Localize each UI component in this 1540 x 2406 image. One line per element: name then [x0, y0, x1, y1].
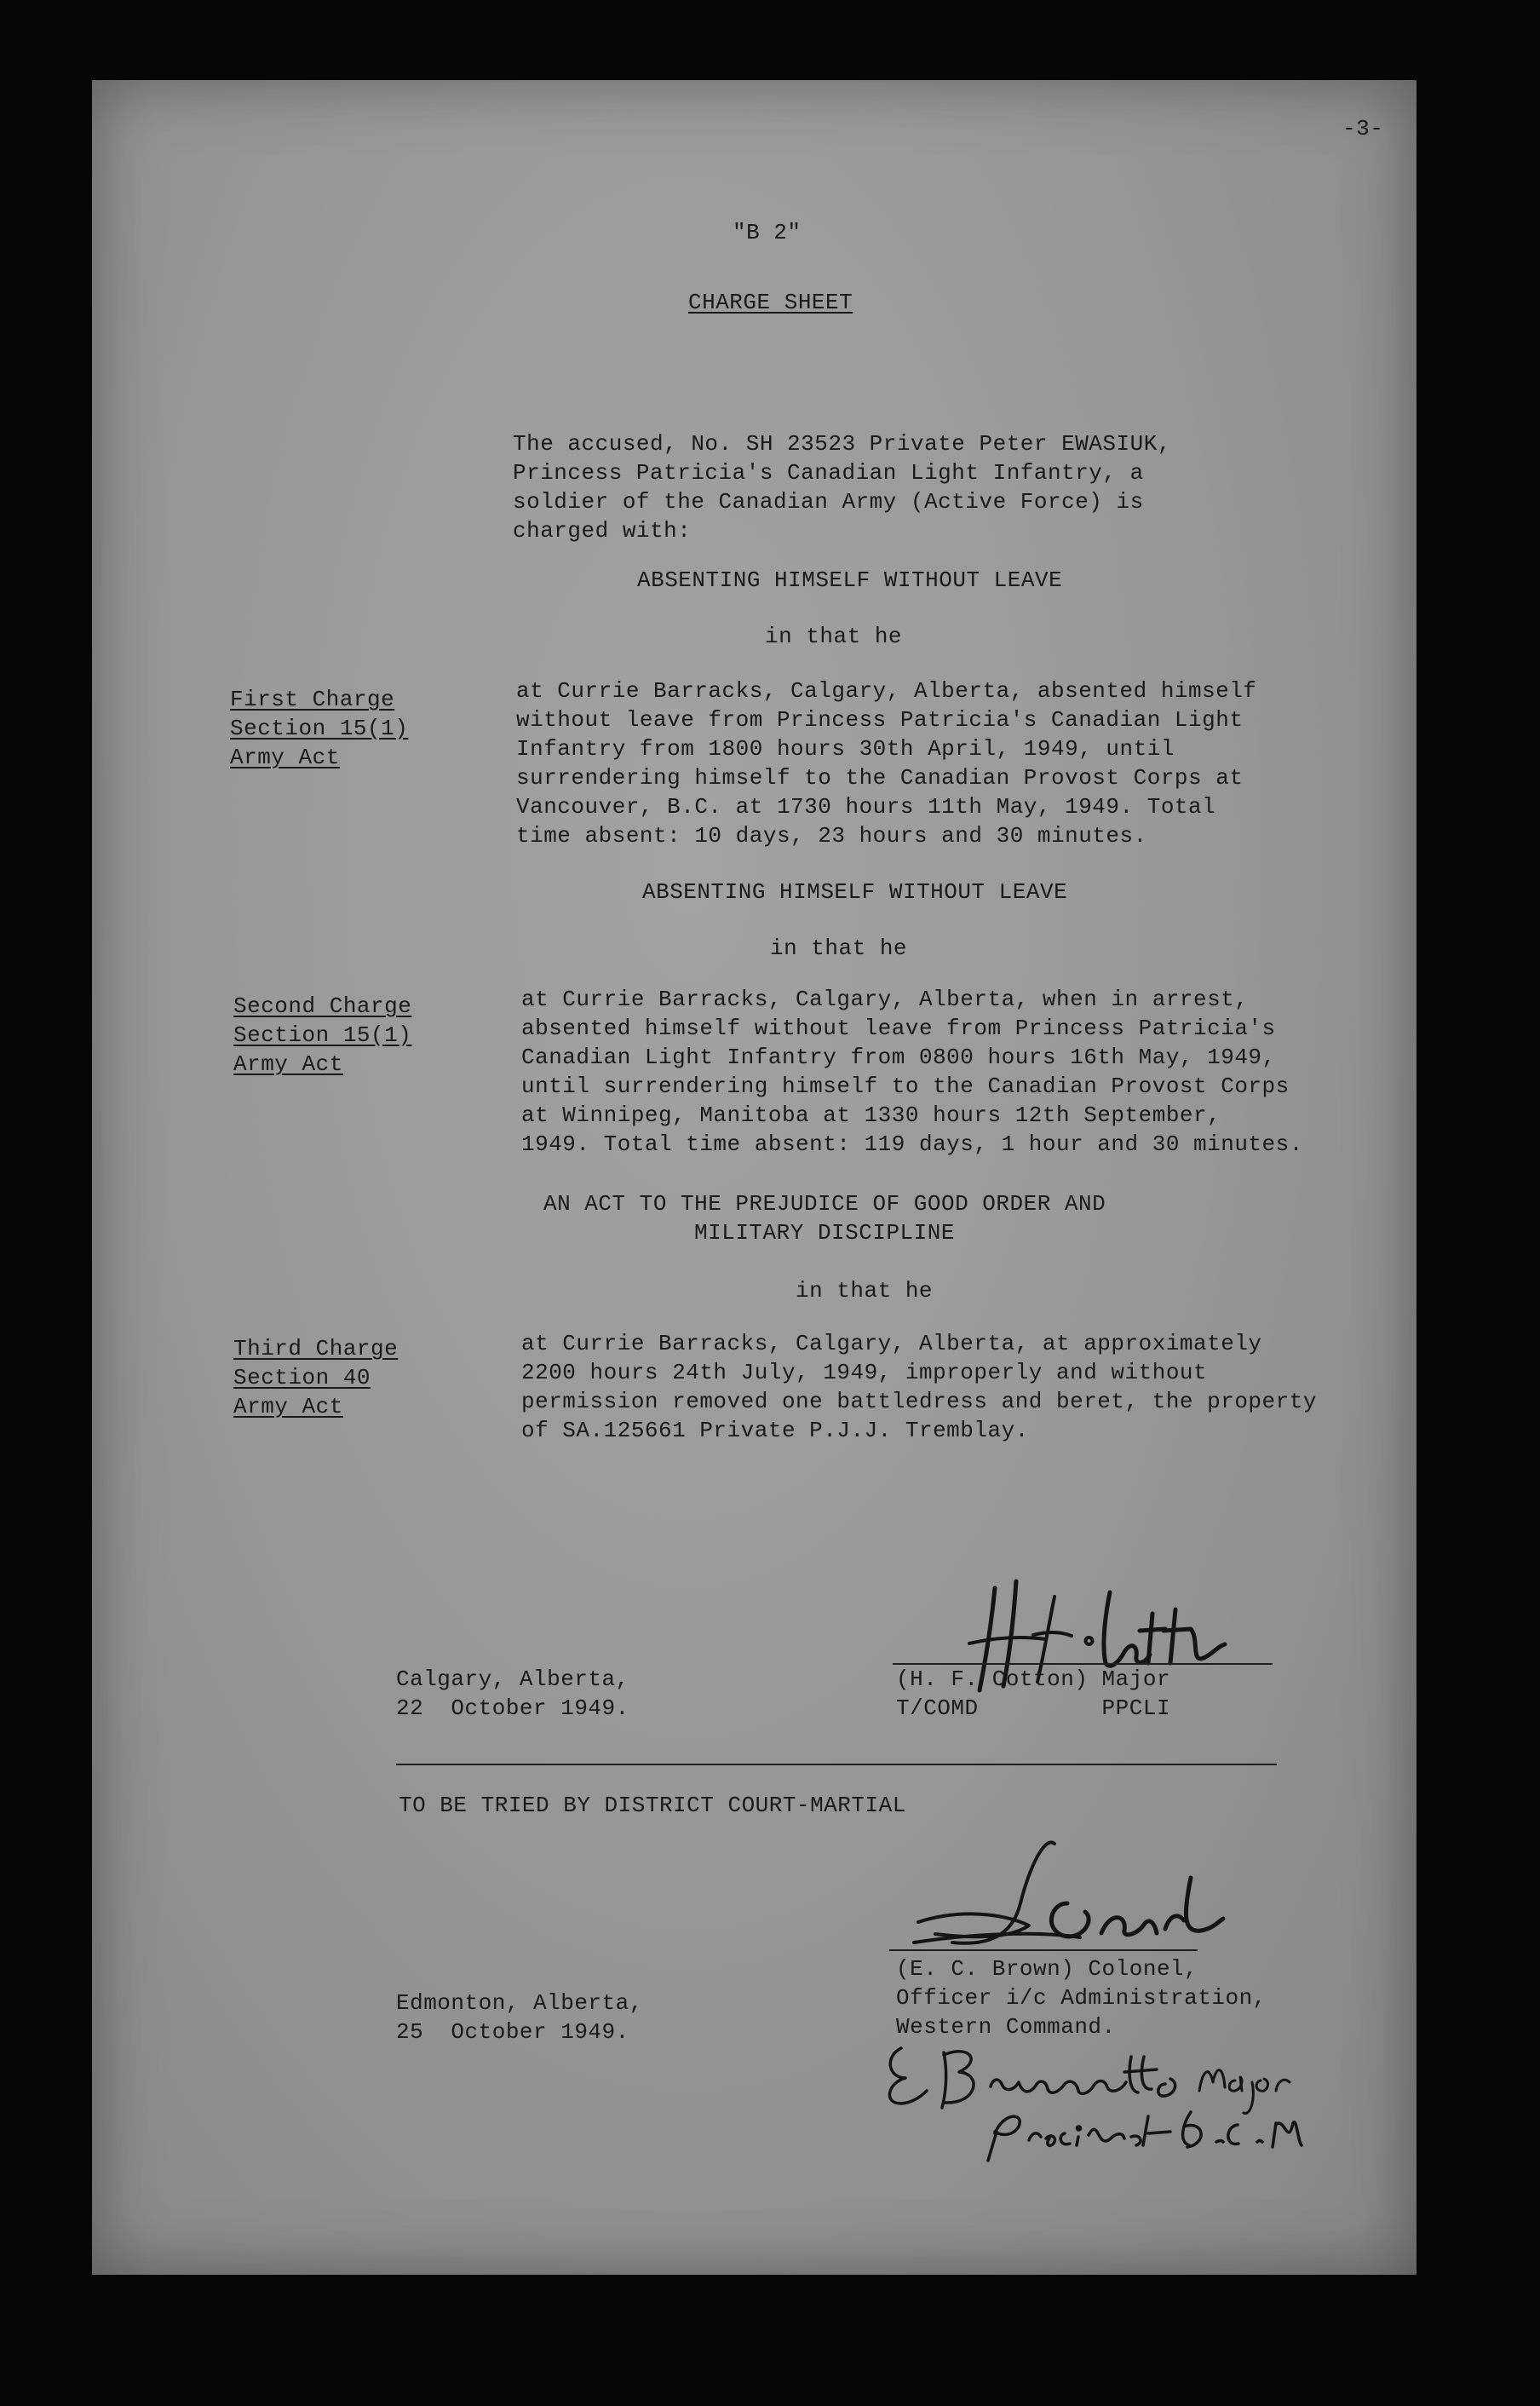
in-that-line: in that he — [765, 624, 903, 649]
signing-date: 22 October 1949. — [396, 1695, 629, 1721]
charge-label: Third Charge Section 40 Army Act — [233, 1336, 399, 1419]
page-title: CHARGE SHEET — [688, 290, 853, 315]
signing-date: 25 October 1949. — [396, 2019, 629, 2045]
signatory-name: (H. F. Cotton) Major — [896, 1666, 1171, 1692]
signing-place: Edmonton, Alberta, — [396, 1990, 643, 2016]
preamble-line: charged with: — [513, 518, 692, 544]
offence-heading: AN ACT TO THE PREJUDICE OF GOOD ORDER AND MILITARY DISCIPLINE — [543, 1191, 1106, 1246]
signatory-title: Officer i/c Administration, — [896, 1985, 1267, 2011]
trial-order: TO BE TRIED BY DISTRICT COURT-MARTIAL — [399, 1793, 906, 1818]
document-page — [92, 80, 1416, 2275]
in-that-line: in that he — [770, 935, 908, 961]
section-divider — [396, 1764, 1277, 1765]
preamble-line: The accused, No. SH 23523 Private Peter EWASIUK, — [513, 431, 1171, 457]
signing-place-date — [396, 1989, 643, 2046]
preamble-line: Princess Patricia's Canadian Light Infantry, a — [513, 460, 1144, 486]
president-handwritten-note — [876, 2031, 1336, 2167]
signatory-block — [896, 1954, 1267, 2041]
signature-line — [889, 1949, 1198, 1951]
page-number: -3- — [1342, 116, 1384, 141]
charge-particulars: at Currie Barracks, Calgary, Alberta, when in arrest, absented himself without leave from Princess Patricia's Canadian Light Infantry from 0800 hours 16th May, 1949, until surrendering himself to the Canadian Provost Corps at Winnipeg, Manitoba at 1330 hours 12th September, 1949. Total time absent: 119 days, 1 hour and 30 minutes. — [521, 987, 1303, 1157]
form-code: "B 2" — [733, 220, 802, 245]
signing-place: Calgary, Alberta, — [396, 1666, 629, 1692]
signatory-title: T/COMD PPCLI — [896, 1695, 1171, 1721]
charge-particulars: at Currie Barracks, Calgary, Alberta, absented himself without leave from Princess Patricia's Canadian Light Infantry from 1800 hours 30th April, 1949, until surrendering himself to the Canadian Provost Corps at Vancouver, B.C. at 1730 hours 11th May, 1949. Total time absent: 10 days, 23 hours and 30 minutes. — [516, 678, 1257, 849]
offence-heading: ABSENTING HIMSELF WITHOUT LEAVE — [637, 567, 1063, 593]
signatory-name: (E. C. Brown) Colonel, — [896, 1956, 1198, 1982]
signatory-command: Western Command. — [896, 2014, 1116, 2040]
signing-place-date — [396, 1665, 629, 1723]
preamble-line: soldier of the Canadian Army (Active Force) is — [513, 489, 1144, 515]
signatory-block — [896, 1665, 1170, 1723]
preamble — [513, 429, 1171, 545]
charge-particulars: at Currie Barracks, Calgary, Alberta, at approximately 2200 hours 24th July, 1949, improperly and without permission removed one battledress and beret, the property of SA.125661 Private P.J.J. Tremblay. — [521, 1331, 1317, 1443]
in-that-line: in that he — [796, 1278, 934, 1304]
offence-heading: ABSENTING HIMSELF WITHOUT LEAVE — [642, 879, 1068, 905]
charge-label: First Charge Section 15(1) Army Act — [230, 687, 409, 770]
charge-label: Second Charge Section 15(1) Army Act — [233, 993, 412, 1077]
brown-signature — [884, 1818, 1276, 1971]
